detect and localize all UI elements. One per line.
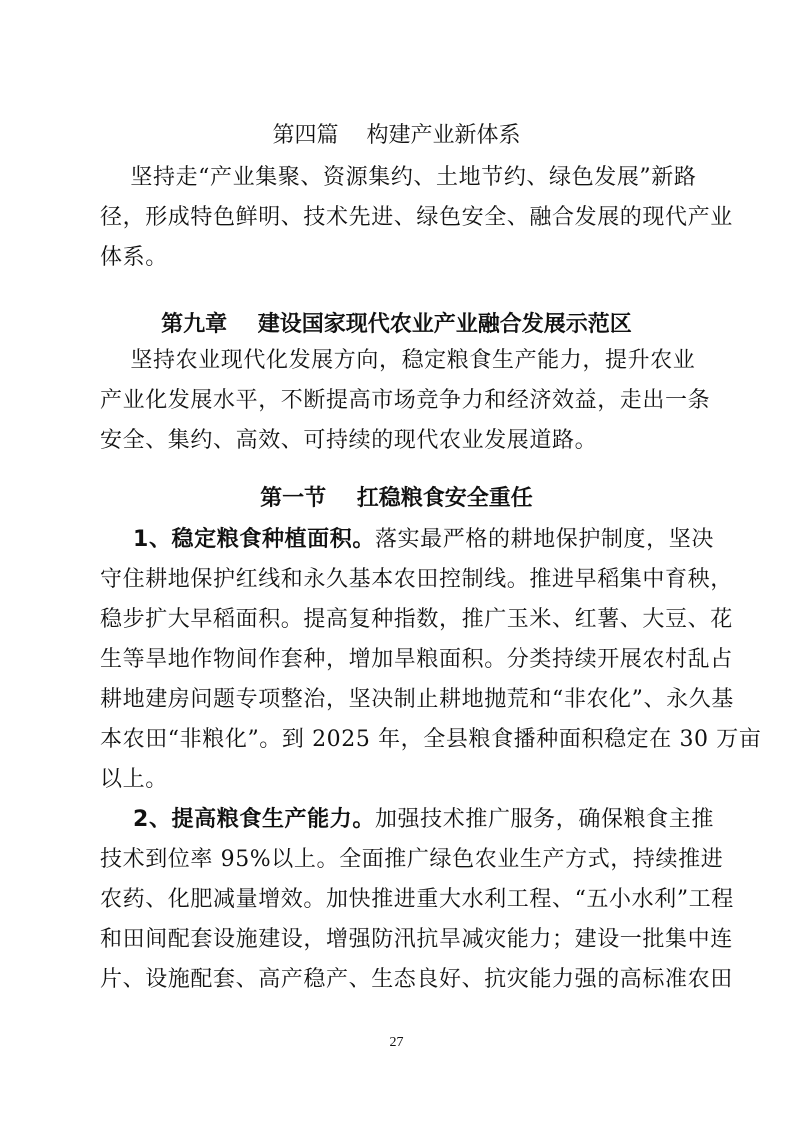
part-title: 第四篇 构建产业新体系	[272, 123, 521, 148]
item-2-first-line	[100, 805, 714, 835]
paragraph-line: 径，形成特色鲜明、技术先进、绿色安全、融合发展的现代产业	[100, 205, 733, 230]
paragraph-line: 片、设施配套、高产稳产、生态良好、抗灾能力强的高标准农田	[100, 967, 733, 992]
paragraph-line: 生等旱地作物间作套种，增加旱粮面积。分类持续开展农村乱占	[100, 647, 733, 672]
paragraph-line: 本农田“非粮化”。到 2025 年，全县粮食播种面积稳定在 30 万亩	[100, 727, 762, 752]
paragraph-line: 耕地建房问题专项整治，坚决制止耕地抛荒和“非农化”、永久基	[100, 687, 734, 712]
paragraph-line: 坚持走“产业集聚、资源集约、土地节约、绿色发展”新路	[100, 165, 697, 190]
paragraph-line: 农药、化肥减量增效。加快推进重大水利工程、“五小水利”工程	[100, 887, 734, 912]
item-2-first-text: 加强技术推广服务，确保粮食主推	[374, 807, 714, 832]
paragraph-line: 体系。	[100, 245, 168, 270]
paragraph-line: 和田间配套设施建设，增强防汛抗旱减灾能力；建设一批集中连	[100, 927, 733, 952]
item-1-first-text: 落实最严格的耕地保护制度，坚决	[374, 527, 714, 552]
chapter-title: 第九章 建设国家现代农业产业融合发展示范区	[161, 312, 632, 337]
paragraph-line: 产业化发展水平，不断提高市场竞争力和经济效益，走出一条	[100, 388, 711, 413]
section-title: 第一节 扛稳粮食安全重任	[260, 486, 533, 511]
paragraph-line: 安全、集约、高效、可持续的现代农业发展道路。	[100, 428, 598, 453]
paragraph-line: 坚持农业现代化发展方向，稳定粮食生产能力，提升农业	[100, 348, 696, 373]
paragraph-line: 稳步扩大早稻面积。提高复种指数，推广玉米、红薯、大豆、花	[100, 607, 733, 632]
item-1-first-line	[100, 525, 714, 555]
page-number: 27	[389, 1035, 404, 1050]
item-2-lead: 2、提高粮食生产能力。	[100, 807, 375, 832]
paragraph-line: 守住耕地保护红线和永久基本农田控制线。推进早稻集中育秧，	[100, 567, 733, 592]
paragraph-line: 技术到位率 95%以上。全面推广绿色农业生产方式，持续推进	[100, 847, 724, 872]
paragraph-line: 以上。	[100, 767, 168, 792]
item-1-lead: 1、稳定粮食种植面积。	[100, 527, 375, 552]
